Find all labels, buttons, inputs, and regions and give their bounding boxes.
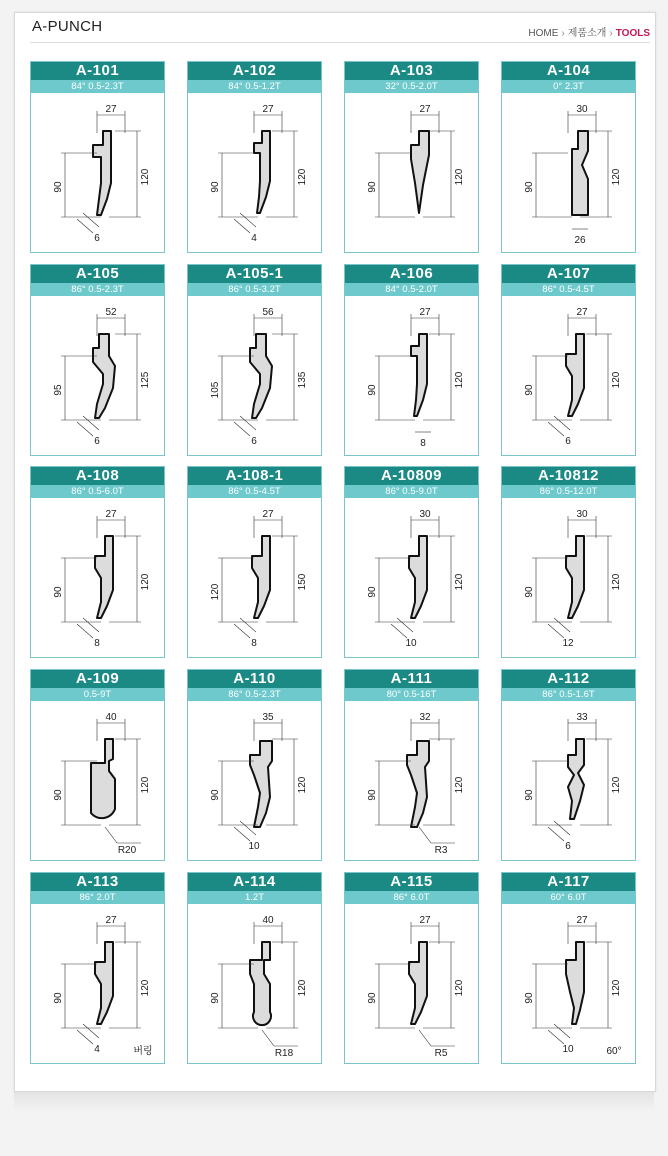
product-spec: 86° 0.5-1.6T — [502, 688, 635, 701]
product-card[interactable] — [344, 466, 479, 658]
breadcrumb — [528, 24, 650, 39]
punch-profile-drawing — [345, 701, 478, 860]
page-header — [30, 16, 650, 43]
dimension-height: 90 — [524, 789, 535, 801]
dimension-tip: 8 — [94, 638, 100, 649]
product-card[interactable] — [344, 264, 479, 456]
product-code: A-114 — [188, 873, 321, 891]
product-code: A-110 — [188, 670, 321, 688]
product-spec: 86° 0.5-4.5T — [188, 485, 321, 498]
dimension-height: 105 — [210, 381, 221, 399]
dimension-width: 56 — [262, 307, 274, 318]
dimension-width: 30 — [576, 509, 588, 520]
dimension-tip: 12 — [562, 638, 574, 649]
product-spec: 60° 6.0T — [502, 891, 635, 904]
dimension-height: 90 — [210, 992, 221, 1004]
product-card[interactable] — [501, 61, 636, 253]
punch-profile-icon — [407, 741, 429, 827]
dimension-total-height: 120 — [140, 573, 151, 591]
dimension-height: 90 — [524, 586, 535, 598]
dimension-width: 40 — [262, 915, 274, 926]
product-code: A-111 — [345, 670, 478, 688]
punch-profile-icon — [91, 739, 115, 818]
dimension-width: 27 — [419, 104, 431, 115]
dimension-total-height: 120 — [297, 168, 308, 186]
punch-profile-drawing — [502, 296, 635, 455]
dimension-width: 52 — [105, 307, 117, 318]
product-code: A-105 — [31, 265, 164, 283]
dimension-total-height: 120 — [611, 573, 622, 591]
product-spec: 86° 0.5-2.3T — [188, 688, 321, 701]
punch-profile-drawing — [502, 93, 635, 252]
punch-profile-drawing — [188, 93, 321, 252]
dimension-height: 90 — [210, 789, 221, 801]
dimension-total-height: 120 — [297, 979, 308, 997]
dimension-width: 33 — [576, 712, 588, 723]
dimension-total-height: 120 — [454, 371, 465, 389]
dimension-height: 90 — [524, 384, 535, 396]
punch-profile-icon — [566, 536, 584, 618]
dimension-tip: 4 — [251, 233, 257, 244]
product-card[interactable] — [187, 61, 322, 253]
chevron-right-icon: › — [609, 28, 613, 39]
dimension-tip: 6 — [565, 436, 571, 447]
dimension-radius: R20 — [117, 845, 137, 856]
product-spec: 80° 0.5-16T — [345, 688, 478, 701]
product-spec: 86° 2.0T — [31, 891, 164, 904]
punch-profile-drawing — [502, 498, 635, 657]
dimension-total-height: 120 — [611, 371, 622, 389]
breadcrumb-section[interactable]: 제품소개 — [567, 28, 607, 39]
dimension-width: 27 — [262, 104, 274, 115]
dimension-total-height: 120 — [454, 776, 465, 794]
dimension-tip: 10 — [562, 1044, 574, 1055]
punch-profile-drawing — [188, 904, 321, 1063]
punch-profile-icon — [252, 536, 270, 618]
product-card[interactable] — [187, 466, 322, 658]
dimension-tip: 4 — [94, 1044, 100, 1055]
dimension-width: 32 — [419, 712, 431, 723]
product-card[interactable] — [30, 872, 165, 1064]
punch-profile-drawing — [188, 701, 321, 860]
punch-profile-icon — [566, 334, 584, 416]
chevron-right-icon: › — [561, 28, 565, 39]
dimension-tip: 8 — [251, 638, 257, 649]
dimension-total-height: 120 — [611, 168, 622, 186]
page-title: A-PUNCH — [32, 18, 103, 35]
punch-profile-icon — [409, 942, 427, 1024]
dimension-total-height: 120 — [454, 573, 465, 591]
product-spec: 1.2T — [188, 891, 321, 904]
dimension-tip: 10 — [248, 841, 260, 852]
dimension-height: 90 — [53, 789, 64, 801]
punch-profile-drawing — [502, 701, 635, 860]
product-card[interactable] — [501, 264, 636, 456]
dimension-total-height: 120 — [297, 776, 308, 794]
product-spec: 86° 0.5-12.0T — [502, 485, 635, 498]
punch-profile-drawing — [188, 296, 321, 455]
dimension-tip: 8 — [420, 438, 426, 449]
punch-profile-icon — [95, 536, 113, 618]
product-code: A-115 — [345, 873, 478, 891]
dimension-width: 27 — [105, 509, 117, 520]
dimension-width: 30 — [576, 104, 588, 115]
punch-profile-icon — [411, 334, 427, 416]
product-code: A-109 — [31, 670, 164, 688]
dimension-total-height: 120 — [140, 168, 151, 186]
dimension-total-height: 120 — [611, 776, 622, 794]
product-card[interactable] — [30, 61, 165, 253]
product-card[interactable] — [30, 264, 165, 456]
product-card[interactable] — [344, 872, 479, 1064]
dimension-height: 90 — [524, 181, 535, 193]
breadcrumb-home[interactable]: HOME — [528, 28, 559, 39]
product-code: A-112 — [502, 670, 635, 688]
dimension-width: 27 — [576, 307, 588, 318]
product-card[interactable] — [187, 872, 322, 1064]
dimension-tip: 6 — [94, 233, 100, 244]
product-spec: 0° 2.3T — [502, 80, 635, 93]
product-spec: 86° 6.0T — [345, 891, 478, 904]
product-code: A-103 — [345, 62, 478, 80]
dimension-height: 90 — [53, 586, 64, 598]
breadcrumb-current: TOOLS — [615, 28, 650, 39]
product-code: A-101 — [31, 62, 164, 80]
dimension-height: 90 — [367, 181, 378, 193]
product-card[interactable] — [501, 872, 636, 1064]
punch-profile-drawing — [31, 701, 164, 860]
product-code: A-105-1 — [188, 265, 321, 283]
dimension-height: 95 — [53, 384, 64, 396]
punch-profile-drawing — [345, 93, 478, 252]
dimension-width: 27 — [105, 915, 117, 926]
product-card[interactable] — [187, 669, 322, 861]
dimension-total-height: 120 — [454, 168, 465, 186]
dimension-tip: 6 — [94, 436, 100, 447]
product-card[interactable] — [187, 264, 322, 456]
dimension-width: 27 — [419, 307, 431, 318]
dimension-tip: 6 — [565, 841, 571, 852]
product-card[interactable] — [344, 61, 479, 253]
product-spec: 84° 0.5-2.3T — [31, 80, 164, 93]
dimension-note: 버링 — [133, 1046, 153, 1057]
product-spec: 86° 0.5-2.3T — [31, 283, 164, 296]
dimension-total-height: 135 — [297, 371, 308, 389]
product-spec: 84° 0.5-1.2T — [188, 80, 321, 93]
dimension-height: 90 — [524, 992, 535, 1004]
product-code: A-102 — [188, 62, 321, 80]
product-spec: 84° 0.5-2.0T — [345, 283, 478, 296]
punch-profile-drawing — [31, 296, 164, 455]
product-card[interactable] — [501, 466, 636, 658]
punch-profile-drawing — [345, 296, 478, 455]
dimension-height: 90 — [210, 181, 221, 193]
dimension-total-height: 120 — [140, 979, 151, 997]
dimension-width: 27 — [105, 104, 117, 115]
punch-profile-icon — [93, 131, 111, 215]
product-card[interactable] — [30, 669, 165, 861]
product-spec: 86° 0.5-3.2T — [188, 283, 321, 296]
punch-profile-drawing — [188, 498, 321, 657]
dimension-radius: R3 — [434, 845, 448, 856]
dimension-height: 90 — [367, 586, 378, 598]
punch-profile-drawing — [31, 904, 164, 1063]
dimension-width: 40 — [105, 712, 117, 723]
product-code: A-108 — [31, 467, 164, 485]
punch-profile-icon — [93, 334, 115, 418]
punch-profile-icon — [566, 942, 584, 1024]
dimension-total-height: 120 — [140, 776, 151, 794]
punch-profile-drawing — [502, 904, 635, 1063]
product-code: A-107 — [502, 265, 635, 283]
product-code: A-113 — [31, 873, 164, 891]
punch-profile-icon — [250, 334, 272, 418]
punch-profile-icon — [411, 131, 429, 213]
dimension-height: 90 — [367, 789, 378, 801]
dimension-total-height: 120 — [454, 979, 465, 997]
dimension-radius: R5 — [434, 1048, 448, 1059]
punch-profile-icon — [254, 131, 270, 213]
dimension-width: 27 — [419, 915, 431, 926]
product-card[interactable] — [344, 669, 479, 861]
product-card[interactable] — [501, 669, 636, 861]
dimension-total-height: 120 — [611, 979, 622, 997]
product-code: A-117 — [502, 873, 635, 891]
punch-profile-icon — [568, 739, 584, 819]
dimension-height: 120 — [210, 583, 221, 601]
dimension-width: 27 — [576, 915, 588, 926]
product-code: A-106 — [345, 265, 478, 283]
dimension-total-height: 125 — [140, 371, 151, 389]
dimension-width: 27 — [262, 509, 274, 520]
product-spec: 32° 0.5-2.0T — [345, 80, 478, 93]
punch-profile-icon — [95, 942, 113, 1024]
dimension-height: 90 — [53, 992, 64, 1004]
dimension-tip: 10 — [405, 638, 417, 649]
dimension-total-height: 150 — [297, 573, 308, 591]
product-code: A-10812 — [502, 467, 635, 485]
dimension-height: 90 — [367, 992, 378, 1004]
punch-profile-icon — [250, 741, 272, 827]
product-spec: 86° 0.5-4.5T — [502, 283, 635, 296]
product-spec: 86° 0.5-9.0T — [345, 485, 478, 498]
product-spec: 0.5-9T — [31, 688, 164, 701]
punch-profile-drawing — [31, 93, 164, 252]
dimension-note: 60° — [606, 1046, 622, 1057]
bottom-shadow — [14, 1092, 654, 1112]
product-code: A-108-1 — [188, 467, 321, 485]
dimension-width: 30 — [419, 509, 431, 520]
dimension-radius: R18 — [274, 1048, 294, 1059]
dimension-tip: 26 — [574, 235, 586, 246]
product-code: A-104 — [502, 62, 635, 80]
punch-profile-drawing — [31, 498, 164, 657]
punch-profile-icon — [250, 942, 271, 1025]
dimension-width: 35 — [262, 712, 274, 723]
dimension-height: 90 — [53, 181, 64, 193]
dimension-tip: 6 — [251, 436, 257, 447]
product-code: A-10809 — [345, 467, 478, 485]
punch-profile-drawing — [345, 498, 478, 657]
punch-profile-icon — [572, 131, 588, 215]
punch-profile-drawing — [345, 904, 478, 1063]
dimension-height: 90 — [367, 384, 378, 396]
product-spec: 86° 0.5-6.0T — [31, 485, 164, 498]
punch-profile-icon — [409, 536, 427, 618]
product-card[interactable] — [30, 466, 165, 658]
